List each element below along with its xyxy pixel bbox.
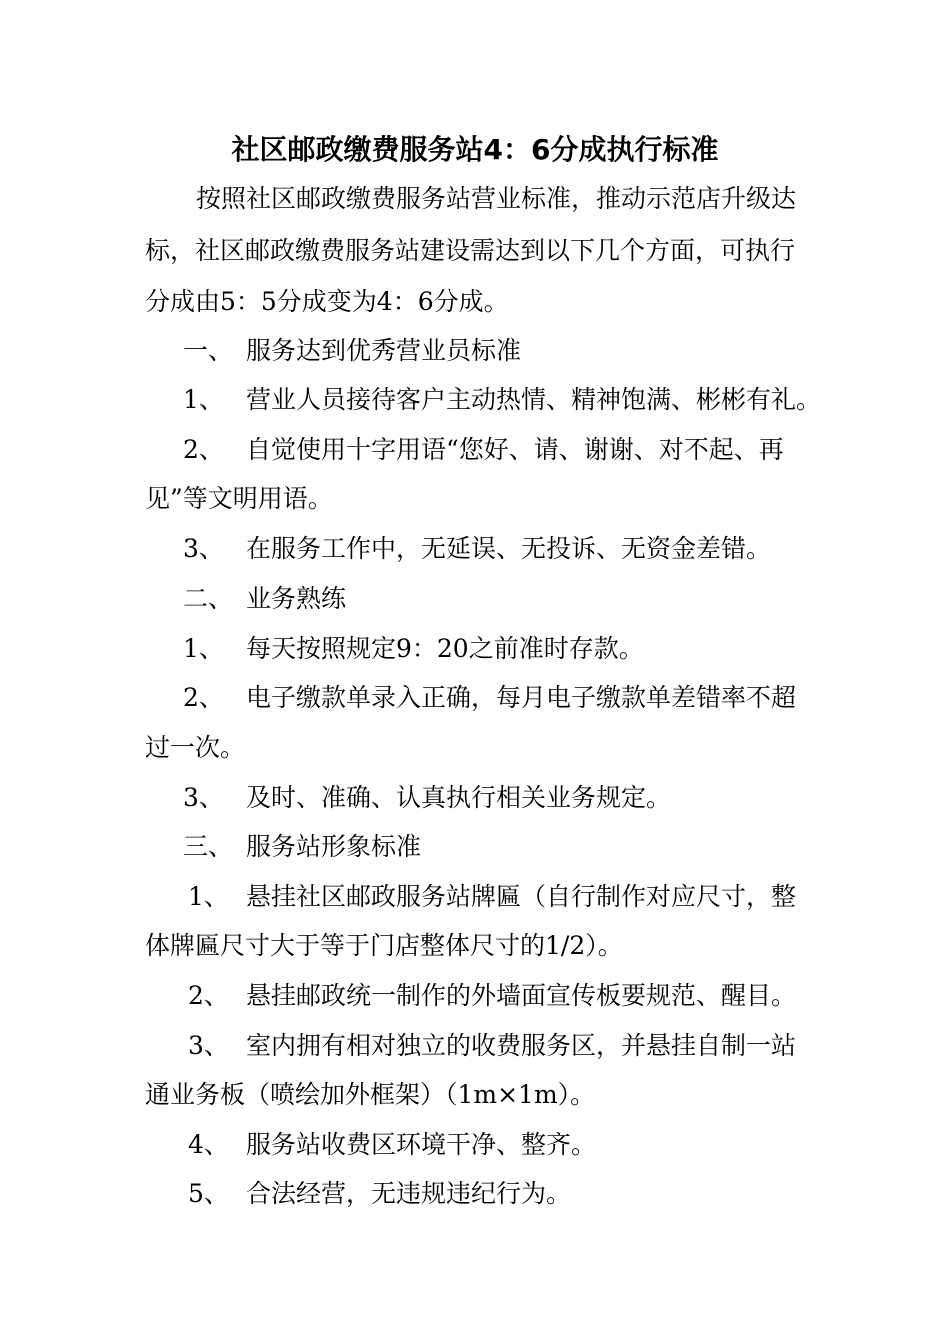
item-text: 营业人员接待客户主动热情、精神饱满、彬彬有礼。 — [246, 385, 822, 414]
item-marker: 5、 — [188, 1179, 229, 1208]
intro-line: 按照社区邮政缴费服务站营业标准，推动示范店升级达 — [196, 184, 797, 213]
item-marker: 2、 — [188, 981, 229, 1010]
item-marker: 2、 — [183, 683, 224, 712]
item-marker: 2、 — [183, 435, 224, 464]
section-heading: 业务熟练 — [246, 584, 347, 613]
document-title: 社区邮政缴费服务站4：6分成执行标准 — [231, 133, 719, 166]
item-text: 在服务工作中，无延误、无投诉、无资金差错。 — [246, 534, 772, 563]
item-text-continued: 过一次。 — [145, 733, 246, 762]
item-marker: 3、 — [188, 1031, 229, 1060]
section-heading: 服务站形象标准 — [246, 832, 422, 861]
intro-line: 分成由5：5分成变为4：6分成。 — [145, 287, 509, 316]
item-text: 合法经营，无违规违纪行为。 — [246, 1179, 572, 1208]
section-marker: 二、 — [183, 584, 234, 613]
item-marker: 3、 — [183, 534, 224, 563]
item-text-continued: 体牌匾尺寸大于等于门店整体尺寸的1/2）。 — [145, 931, 623, 960]
item-text: 室内拥有相对独立的收费服务区，并悬挂自制一站 — [246, 1031, 797, 1060]
item-text: 悬挂邮政统一制作的外墙面宣传板要规范、醒目。 — [246, 981, 797, 1010]
intro-line: 标，社区邮政缴费服务站建设需达到以下几个方面，可执行 — [145, 236, 796, 265]
item-text-continued: 通业务板（喷绘加外框架）（1m×1m）。 — [145, 1080, 596, 1109]
item-text: 自觉使用十字用语“您好、请、谢谢、对不起、再 — [246, 435, 784, 464]
item-marker: 1、 — [183, 634, 224, 663]
item-text: 及时、准确、认真执行相关业务规定。 — [246, 783, 672, 812]
item-text-continued: 见”等文明用语。 — [145, 484, 333, 513]
item-marker: 4、 — [188, 1130, 229, 1159]
section-marker: 一、 — [183, 336, 234, 365]
item-marker: 1、 — [183, 385, 224, 414]
item-text: 悬挂社区邮政服务站牌匾（自行制作对应尺寸，整 — [246, 882, 797, 911]
section-heading: 服务达到优秀营业员标准 — [246, 336, 522, 365]
item-text: 电子缴款单录入正确，每月电子缴款单差错率不超 — [246, 683, 797, 712]
item-marker: 3、 — [183, 783, 224, 812]
item-marker: 1、 — [188, 882, 229, 911]
item-text: 服务站收费区环境干净、整齐。 — [246, 1130, 597, 1159]
section-marker: 三、 — [183, 832, 234, 861]
item-text: 每天按照规定9：20之前准时存款。 — [246, 634, 644, 663]
